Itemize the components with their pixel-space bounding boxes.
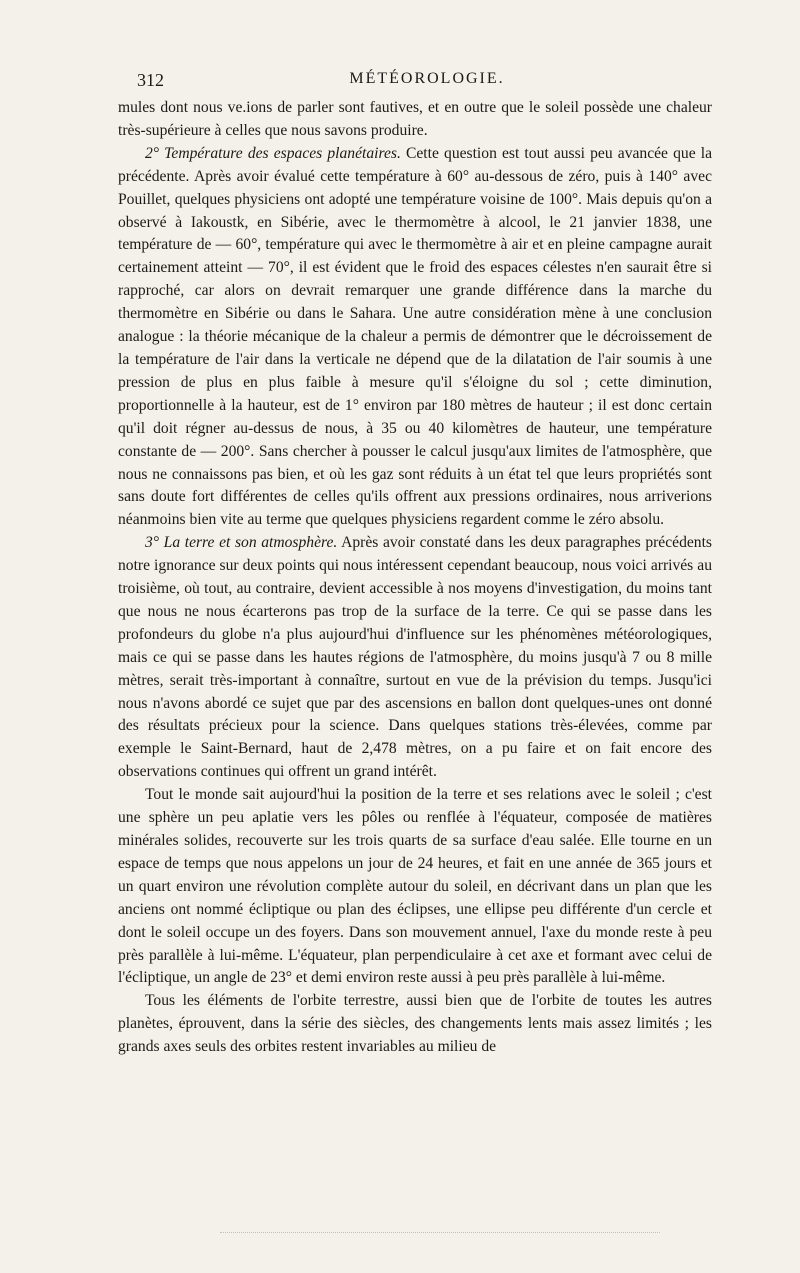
page-header	[137, 70, 717, 96]
page-number: 312	[137, 70, 164, 90]
paragraph-text: Après avoir constaté dans les deux paragraphes précédents notre ignorance sur deux points qui nous intéressent cependant beaucoup, nous voici arrivés au troisième, où tout, au contraire, devient accessible à nos moyens d'investigation, du moins tant que nous ne nous écarterons pas trop de la surface de la terre. Ce qui se passe dans les profondeurs du globe n'a plus aujourd'hui d'influence sur les phénomènes météorologiques, mais ce qui se passe dans les hautes régions de l'atmosphère, du moins jusqu'à 7 ou 8 mille mètres, serait très-important à connaître, surtout en vue de la prévision du temps. Jusqu'ici nous n'avons abordé ce sujet que par des ascensions en ballon dont quelques-unes ont donné des résultats précieux pour la science. Dans quelques stations très-élevées, comme par exemple le Saint-Bernard, haut de 2,478 mètres, on a pu faire et on fait encore des observations continues qui offrent un grand intérêt.	[118, 534, 712, 781]
paragraph-temperature-espaces	[118, 143, 712, 532]
scan-artifact-line	[220, 1232, 660, 1235]
paragraph-orbite	[118, 990, 712, 1059]
section-title: 2° Température des espaces planétaires.	[145, 144, 401, 162]
body-text	[118, 97, 712, 1059]
paragraph-text: mules dont nous ve.ions de parler sont fautives, et en outre que le soleil possède une chaleur très-supérieure à celles que nous savons produire.	[118, 99, 712, 139]
paragraph-text: Tous les éléments de l'orbite terrestre, aussi bien que de l'orbite de toutes les autres planètes, éprouvent, dans la série des siècles, des changements lents mais assez limités ; les grands axes seuls des orbites restent invariables au milieu de	[118, 992, 712, 1056]
paragraph-text: Tout le monde sait aujourd'hui la position de la terre et ses relations avec le soleil ; c'est une sphère un peu aplatie vers les pôles ou renflée à l'équateur, composée de matières minérales solides, recouverte sur les trois quarts de sa surface d'eau salée. Elle tourne en un espace de temps que nous appelons un jour de 24 heures, et fait en une année de 365 jours et un quart environ une révolution complète autour du soleil, en décrivant dans un plan que les anciens ont nommé écliptique ou plan des éclipses, une ellipse peu différente d'un cercle et dont le soleil occupe un des foyers. Dans son mouvement annuel, l'axe du monde reste à peu près parallèle à lui-même. L'équateur, plan perpendiculaire à cet axe et formant avec celui de l'écliptique, un angle de 23° et demi environ reste aussi à peu près parallèle à lui-même.	[118, 786, 712, 987]
paragraph-terre-atmosphere	[118, 532, 712, 784]
running-head: MÉTÉOROLOGIE.	[349, 70, 505, 87]
paragraph-position-terre	[118, 784, 712, 990]
paragraph-text: Cette question est tout aussi peu avancée que la précédente. Après avoir évalué cette température à 60° au-dessous de zéro, puis à 140° avec Pouillet, quelques physiciens ont adopté une température voisine de 100°. Mais depuis qu'on a observé à Iakoustk, en Sibérie, avec le thermomètre à alcool, le 21 janvier 1838, une température de — 60°, température qui avec le thermomètre à air et en pleine campagne aurait certainement atteint — 70°, il est évident que le froid des espaces célestes n'en saurait être si rapproché, car alors on devrait remarquer une grande différence dans la marche du thermomètre en Sibérie ou dans le Sahara. Une autre considération mène à une conclusion analogue : la théorie mécanique de la chaleur a permis de démontrer que le décroissement de la température de l'air dans la verticale ne dépend que de la dilatation de l'air soumis à une pression de plus en plus faible à mesure qu'il s'éloigne du sol ; cette diminution, proportionnelle à la hauteur, est de 1° environ par 180 mètres de hauteur ; il est donc certain qu'il doit régner au-dessus de nous, à 35 ou 40 kilomètres de hauteur, une température constante de — 200°. Sans chercher à pousser le calcul jusqu'aux limites de l'atmosphère, que nous ne connaissons pas bien, et où les gaz sont réduits à un état tel que leurs propriétés sont sans doute fort différentes de celles qu'ils offrent aux pressions ordinaires, nous arriverions néanmoins bien vite au terme que quelques physiciens regardent comme le zéro absolu.	[118, 144, 712, 529]
paragraph-continuation	[118, 97, 712, 143]
section-title: 3° La terre et son atmosphère.	[145, 534, 338, 552]
